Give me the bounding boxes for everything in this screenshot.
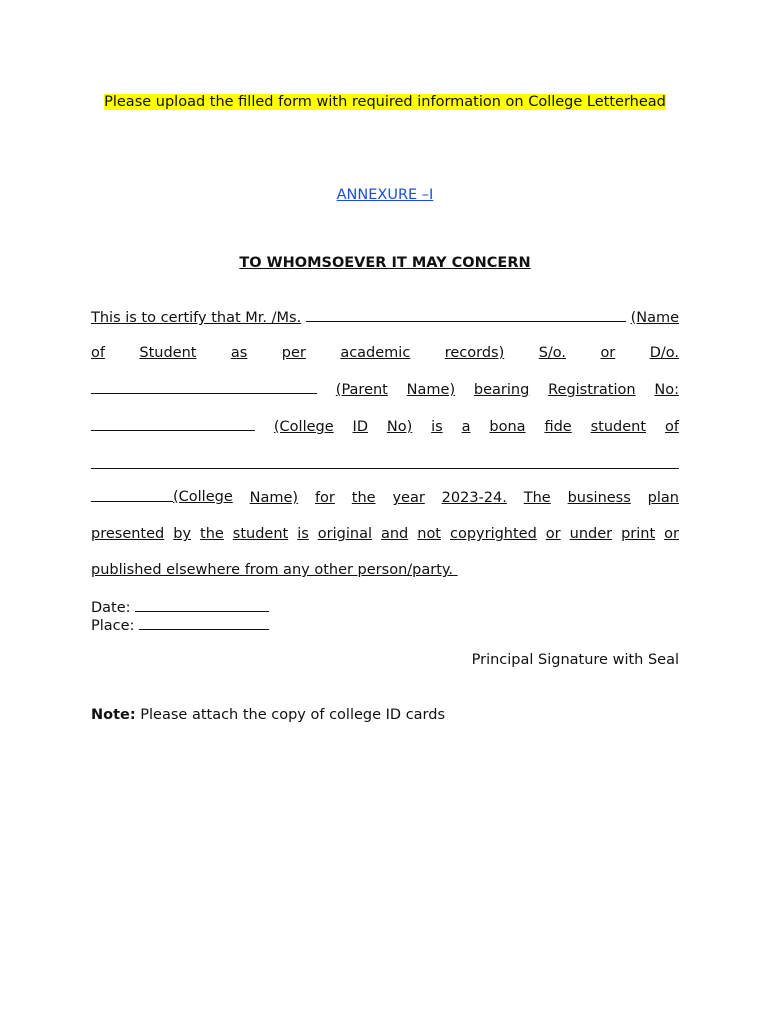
word: by (173, 526, 192, 542)
word: per (281, 345, 306, 361)
word: and (380, 526, 409, 542)
word: Name) (249, 490, 299, 506)
word: or (545, 526, 561, 542)
word: student (232, 526, 289, 542)
word: S/o. (538, 345, 567, 361)
document-title: TO WHOMSOEVER IT MAY CONCERN (239, 255, 531, 271)
word: as (230, 345, 248, 361)
certify-line-8 (91, 561, 458, 579)
word: year (392, 490, 425, 506)
date-row (91, 597, 269, 617)
word: D/o. (649, 345, 679, 361)
word: or (600, 345, 616, 361)
certify-line-3 (91, 379, 679, 400)
place-blank[interactable] (139, 615, 269, 630)
word: a (461, 419, 471, 435)
certify-closing: published elsewhere from any other person/party. (91, 562, 454, 578)
parent-name-blank (91, 379, 317, 394)
word: records) (444, 345, 505, 361)
word: copyrighted (449, 526, 537, 542)
date-label: Date: (91, 600, 131, 616)
word: plan (647, 490, 679, 506)
student-name-blank (306, 307, 625, 322)
word: business (567, 490, 631, 506)
word: the (200, 526, 224, 542)
word: of (664, 419, 679, 435)
word: academic (340, 345, 411, 361)
word: Student (139, 345, 197, 361)
note-label: Note: (91, 707, 136, 723)
word: Registration (548, 382, 636, 398)
word: not (417, 526, 441, 542)
certify-line-1 (91, 307, 679, 328)
certify-line-6 (91, 487, 679, 508)
word: (College (173, 489, 233, 505)
principal-signature: Principal Signature with Seal (471, 652, 679, 668)
word: the (351, 490, 376, 506)
note-text: Please attach the copy of college ID cards (140, 707, 446, 723)
place-label: Place: (91, 618, 135, 634)
word: (College (273, 419, 334, 435)
college-name-blank (91, 466, 679, 469)
upload-notice-text: Please upload the filled form with required information on College Letterhead (104, 94, 666, 110)
college-name-blank-2 (91, 487, 173, 502)
word: No: (654, 382, 679, 398)
word: print (621, 526, 656, 542)
place-row (91, 615, 269, 635)
word: No) (386, 419, 413, 435)
word: ID (352, 419, 368, 435)
word: of (91, 345, 105, 361)
registration-no-blank (91, 416, 255, 431)
word: or (664, 526, 679, 542)
certify-line-2 (91, 343, 679, 363)
note (91, 705, 445, 725)
word: bearing (473, 382, 530, 398)
word: Name) (406, 382, 456, 398)
word: original (317, 526, 372, 542)
word: is (431, 419, 443, 435)
word: student (590, 419, 647, 435)
word: is (297, 526, 309, 542)
word: fide (544, 419, 572, 435)
annexure-link[interactable]: ANNEXURE –I (336, 187, 434, 203)
upload-notice (0, 92, 770, 112)
date-blank[interactable] (135, 597, 269, 612)
certify-intro: This is to certify that Mr. /Ms. (91, 310, 302, 326)
word: for (314, 490, 335, 506)
word: The (523, 490, 551, 506)
word: presented (91, 526, 165, 542)
certify-line-4 (91, 416, 679, 437)
certify-line-7 (91, 524, 679, 544)
word: bona (489, 419, 526, 435)
word: (Parent (335, 382, 388, 398)
name-label-start: (Name (630, 310, 679, 326)
word: 2023-24. (441, 490, 507, 506)
word: under (569, 526, 613, 542)
